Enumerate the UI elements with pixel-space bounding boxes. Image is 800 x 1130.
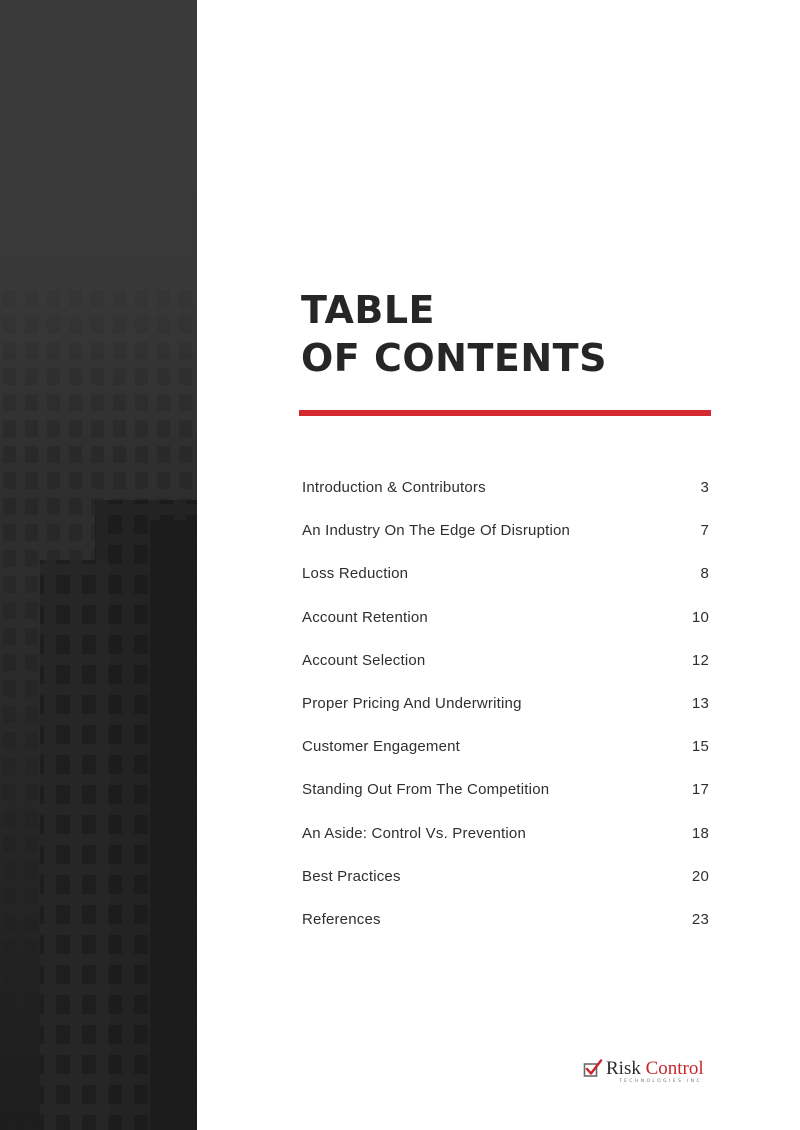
toc-entry[interactable]: [302, 865, 709, 908]
toc-entry-page: 23: [691, 910, 709, 928]
toc-list: [302, 476, 709, 951]
building-photo: [0, 0, 197, 1130]
title-line-2: OF CONTENTS: [301, 336, 607, 380]
cover-photo-panel: [0, 0, 197, 1130]
toc-entry[interactable]: [302, 562, 709, 605]
toc-entry[interactable]: [302, 692, 709, 735]
toc-entry-page: 8: [700, 565, 709, 583]
toc-entry-title: Proper Pricing And Underwriting: [302, 695, 522, 713]
toc-entry-title: Account Retention: [302, 608, 428, 626]
company-logo: [583, 1058, 713, 1088]
toc-entry[interactable]: [302, 822, 709, 865]
logo-word-risk: Risk: [606, 1058, 641, 1079]
logo-wordmark: [606, 1058, 704, 1080]
toc-entry[interactable]: [302, 476, 709, 519]
toc-entry-page: 17: [691, 781, 709, 799]
toc-entry-page: 7: [700, 522, 709, 540]
toc-entry-page: 12: [691, 651, 709, 669]
toc-entry[interactable]: [302, 606, 709, 649]
title-divider: [299, 410, 711, 416]
toc-entry-title: Loss Reduction: [302, 565, 409, 583]
toc-entry-page: 20: [691, 867, 709, 885]
toc-entry-title: Standing Out From The Competition: [302, 781, 550, 799]
checkbox-check-icon: [583, 1059, 603, 1079]
toc-entry-title: Customer Engagement: [302, 738, 461, 756]
page-title: [301, 286, 607, 382]
toc-entry-page: 3: [700, 479, 709, 497]
toc-entry[interactable]: [302, 735, 709, 778]
toc-entry[interactable]: [302, 908, 709, 951]
toc-entry[interactable]: [302, 649, 709, 692]
toc-entry-page: 15: [691, 738, 709, 756]
toc-entry[interactable]: [302, 778, 709, 821]
toc-entry-page: 13: [691, 695, 709, 713]
toc-entry-title: An Industry On The Edge Of Disruption: [302, 522, 571, 540]
toc-entry-title: Best Practices: [302, 867, 401, 885]
toc-entry-page: 18: [691, 824, 709, 842]
title-line-1: TABLE: [301, 288, 436, 332]
toc-entry[interactable]: [302, 519, 709, 562]
logo-tagline: TECHNOLOGIES INC: [619, 1079, 703, 1084]
toc-entry-page: 10: [691, 608, 709, 626]
toc-entry-title: Account Selection: [302, 651, 426, 669]
toc-entry-title: An Aside: Control Vs. Prevention: [302, 824, 527, 842]
logo-word-control: Control: [645, 1058, 704, 1079]
toc-entry-title: Introduction & Contributors: [302, 479, 486, 497]
toc-entry-title: References: [302, 910, 381, 928]
